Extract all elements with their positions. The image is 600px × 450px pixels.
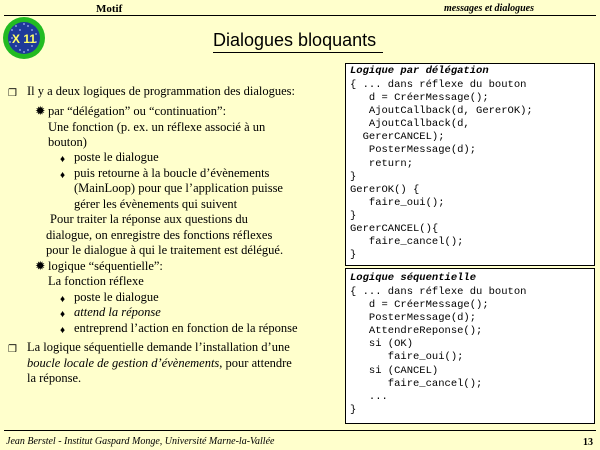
sub1-item-b3: gérer les évènements qui suivent: [74, 197, 238, 211]
logo-label: X 11: [11, 32, 37, 46]
bullet1-text: Il y a deux logiques de programmation des dialogues:: [27, 84, 295, 98]
bullet-square-icon: ❒: [8, 88, 17, 99]
diamond-bullet-icon: ♦: [60, 325, 66, 336]
code-line: GererCANCEL);: [350, 131, 445, 144]
sub1-para-line1: Pour traiter la réponse aux questions du: [50, 212, 248, 226]
sub1-para-line3: pour le dialogue à qui le traitement est délégué.: [46, 243, 284, 257]
code-line: }: [350, 249, 357, 262]
code2-title: Logique séquentielle: [350, 272, 477, 284]
sub2-item-b: attend la réponse: [74, 305, 161, 319]
code-line: si (OK): [350, 338, 414, 351]
code-line: }: [350, 209, 357, 222]
code-line: }: [350, 403, 357, 416]
sub1-item-b1: puis retourne à la boucle d’évènements: [74, 166, 270, 180]
bullet2-line1: La logique séquentielle demande l’installation d’une: [27, 340, 290, 354]
diamond-bullet-icon: ♦: [60, 294, 66, 305]
code-line: ...: [350, 390, 388, 403]
code-line: }: [350, 170, 357, 183]
code-line: return;: [350, 157, 414, 170]
code-line: AttendreReponse();: [350, 325, 483, 338]
header-left-title: Motif: [96, 3, 123, 15]
sub-bullet-icon: ✹: [35, 259, 46, 273]
page-number: 13: [583, 437, 593, 448]
code-line: GererCANCEL(){: [350, 223, 439, 236]
code-line: { ... dans réflexe du bouton: [350, 286, 527, 298]
sub1-item-b2: (MainLoop) pour que l’application puisse: [74, 181, 283, 195]
sub2-item-c: entreprend l’action en fonction de la réponse: [74, 321, 298, 335]
sub1-line2: bouton): [48, 135, 87, 149]
diamond-bullet-icon: ♦: [60, 309, 66, 320]
code1-title: Logique par délégation: [350, 65, 489, 77]
code1-listing: [350, 79, 533, 262]
header-right-title: messages et dialogues: [444, 3, 534, 14]
page-title: Dialogues bloquants: [213, 30, 377, 50]
code-line: AjoutCallback(d,: [350, 118, 470, 131]
code-line: faire_oui();: [350, 351, 464, 364]
bullet2-line2: [27, 356, 292, 372]
bullet2-italic-phrase: boucle locale de gestion d’évènements: [27, 356, 220, 370]
diamond-bullet-icon: ♦: [60, 170, 66, 181]
code-line: PosterMessage(d);: [350, 312, 477, 325]
header-divider: [4, 15, 596, 16]
code-line: si (CANCEL): [350, 364, 439, 377]
code-line: { ... dans réflexe du bouton: [350, 79, 527, 91]
sub2-item-a: poste le dialogue: [74, 290, 159, 304]
sub2-label: logique “séquentielle”:: [48, 259, 163, 273]
footer-divider: [4, 430, 596, 431]
sub2-line: La fonction réflexe: [48, 274, 144, 288]
footer-author: Jean Berstel - Institut Gaspard Monge, Université Marne-la-Vallée: [6, 436, 275, 447]
code-line: faire_oui();: [350, 196, 445, 209]
code-line: d = CréerMessage();: [350, 92, 489, 105]
code-line: AjoutCallback(d, GererOK);: [350, 105, 533, 118]
bullet-square-icon: ❒: [8, 344, 17, 355]
diamond-bullet-icon: ♦: [60, 154, 66, 165]
code-line: PosterMessage(d);: [350, 144, 477, 157]
sub1-para-line2: dialogue, on enregistre des fonctions réflexes: [46, 228, 273, 242]
sub1-label: par “délégation” ou “continuation”:: [48, 104, 227, 118]
sub1-line1: Une fonction (p. ex. un réflexe associé à un: [48, 120, 266, 134]
code-line: faire_cancel();: [350, 236, 464, 249]
sub1-item-a: poste le dialogue: [74, 150, 159, 164]
bullet2-line3: la réponse.: [27, 371, 82, 385]
code-line: d = CréerMessage();: [350, 299, 489, 312]
code2-listing: [350, 286, 526, 417]
bullet2-line2-rest: , pour attendre: [219, 356, 292, 370]
title-underline: [213, 52, 383, 53]
code-line: faire_cancel();: [350, 377, 483, 390]
code-line: GererOK() {: [350, 183, 420, 196]
x11-logo: [2, 16, 46, 60]
sub-bullet-icon: ✹: [35, 104, 46, 118]
